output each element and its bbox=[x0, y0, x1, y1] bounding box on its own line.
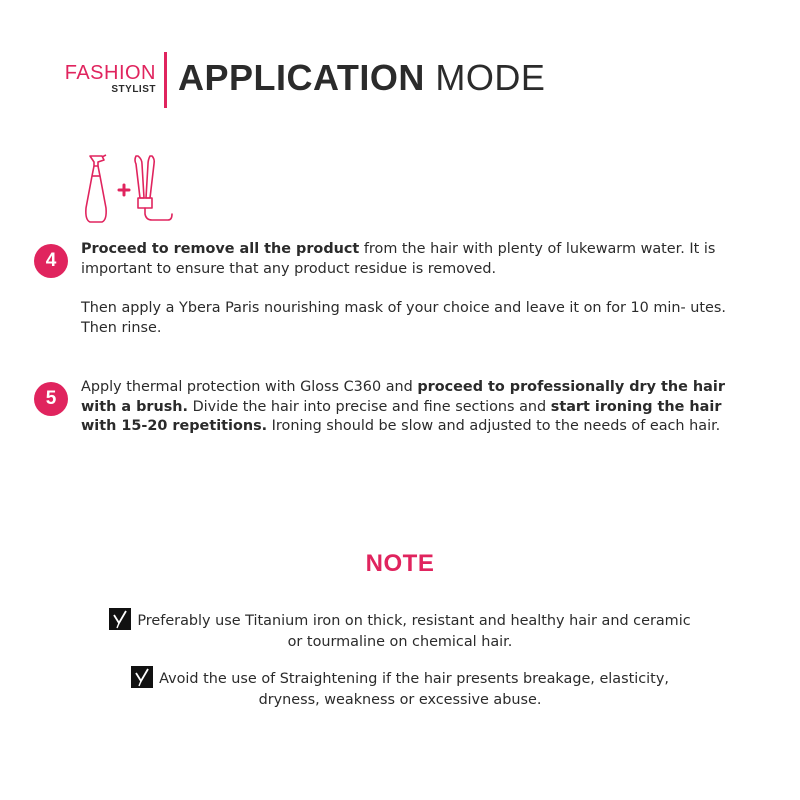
step-paragraph bbox=[81, 299, 751, 338]
note-title: NOTE bbox=[365, 550, 435, 577]
note-item bbox=[100, 608, 700, 653]
header-divider bbox=[164, 52, 167, 108]
step-paragraph bbox=[81, 378, 751, 437]
step-text-bold: proceed to professionally dry the hair with a brush. bbox=[81, 379, 725, 415]
brand-logo bbox=[60, 62, 156, 96]
step-number-badge: 5 bbox=[34, 382, 68, 416]
check-icon bbox=[131, 666, 153, 688]
note-item-text: Avoid the use of Straightening if the hair presents breakage, elasticity, dryness, weakness or excessive abuse. bbox=[159, 671, 669, 708]
step-text: Then apply a Ybera Paris nourishing mask of your choice and leave it on for 10 min- utes. Then rinse. bbox=[81, 300, 726, 336]
plus-icon bbox=[119, 185, 129, 195]
step-text: Ironing should be slow and adjusted to the needs of each hair. bbox=[267, 418, 721, 434]
check-icon bbox=[109, 608, 131, 630]
brand-name: FASHION bbox=[64, 62, 156, 84]
note-item-text: Preferably use Titanium iron on thick, resistant and healthy hair and ceramic or tourmaline on chemical hair. bbox=[137, 613, 691, 650]
step-5-text bbox=[81, 378, 751, 457]
step-paragraph bbox=[81, 240, 751, 279]
note-item bbox=[100, 666, 700, 711]
step-text-bold: start ironing the hair with 15-20 repetitions. bbox=[81, 398, 722, 434]
page-title bbox=[178, 56, 545, 100]
step-text-bold: Proceed to remove all the product bbox=[81, 241, 360, 257]
tools-illustration bbox=[80, 150, 180, 230]
spray-plus-iron-icon bbox=[80, 150, 180, 230]
flat-iron-icon bbox=[135, 156, 172, 220]
step-text: Apply thermal protection with Gloss C360 and bbox=[81, 379, 418, 395]
step-number-badge: 4 bbox=[34, 244, 68, 278]
page-title-bold: APPLICATION bbox=[178, 57, 425, 98]
step-text: from the hair with plenty of lukewarm water. It is important to ensure that any product residue is removed. bbox=[81, 241, 716, 277]
step-4-text bbox=[81, 240, 751, 358]
step-text: Divide the hair into precise and fine sections and bbox=[188, 398, 551, 415]
spray-bottle-icon bbox=[86, 155, 106, 222]
brand-subname: STYLIST bbox=[111, 84, 156, 95]
page-title-light: MODE bbox=[435, 57, 546, 98]
